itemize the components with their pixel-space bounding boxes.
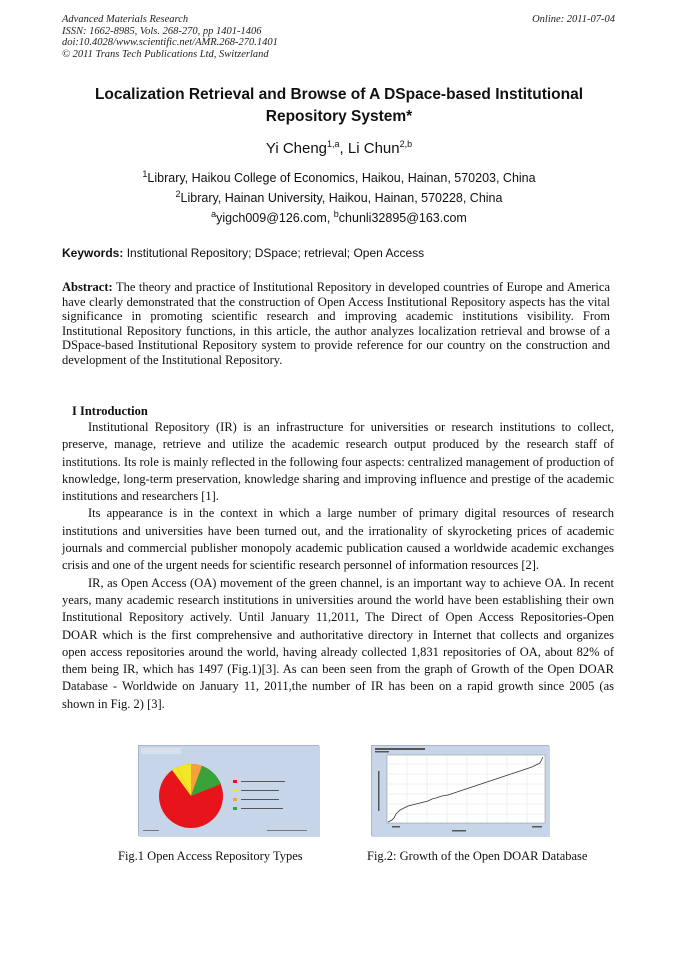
figure-2-caption: Fig.2: Growth of the Open DOAR Database — [367, 849, 588, 863]
affiliation-superscript: 2 — [175, 189, 181, 199]
email-a[interactable]: yigch009@126.com, — [216, 211, 334, 226]
abstract-text: The theory and practice of Institutional Repository in developed countries of Europe and America have clearly demonstrated that the construction of Open Access Institutional Repository aspects has the vital significance in promoting scientific research and improving academic institutions visibility. From Institutional Repository functions, in this article, the author analyzes localization retrieval and browse of a DSpace-based Institutional Repository system to provide reference for our country on the construction and development of the Institutional Repository. — [62, 280, 610, 367]
paragraph: Its appearance is in the context in which a large number of primary digital resources of research institutions and universities have been turned out, and the irrationality of skyrocketing prices of academic journals and commercial publisher monopoly academic publication caused a worldwide academic exchanges crisis and one of the urgent needs for scientific research personnel of information resources [2]. — [62, 506, 614, 573]
email-superscript: a — [211, 209, 217, 219]
abstract — [62, 280, 610, 368]
author-emails — [62, 206, 616, 226]
figure-1-caption: Fig.1 Open Access Repository Types — [118, 849, 303, 863]
author-superscript: 1,a — [327, 139, 340, 149]
pie-chart-graphic — [139, 746, 320, 837]
keywords-label: Keywords: — [62, 246, 124, 260]
figure-2-image — [371, 745, 549, 836]
author-name: Yi Cheng — [265, 140, 328, 157]
affiliation-1 — [62, 166, 616, 186]
affiliation-superscript: 1 — [142, 169, 148, 179]
online-date: Online: 2011-07-04 — [532, 14, 615, 25]
title-line-1: Localization Retrieval and Browse of A DSpace-based Institutional — [94, 86, 584, 103]
paragraph: IR, as Open Access (OA) movement of the green channel, is an important way to achieve OA. In recent years, many academic research institutions in universities around the world have been establishing their own Institutional Repository actively. Until January 11,2011, The Direct of Open Access Repositories-Open DOAR which is the first comprehensive and authoritative directory in Internet that collects and organizes open access repositories around the world, having already collected 1,831 repositories of OA, about 82% of them being IR, which has 1497 (Fig.1)[3]. As can been seen from the graph of Growth of the Open DOAR Database - Worldwide on January 11, 2011,the number of IR has been on a rapid growth since 2005 (as shown in Fig. 2) [3]. — [62, 575, 614, 711]
section-heading: I Introduction — [72, 404, 148, 418]
email-b[interactable]: chunli32895@163.com — [338, 211, 467, 226]
title-line-2: Repository System* — [265, 108, 413, 125]
introduction-body — [62, 419, 614, 713]
growth-chart-graphic — [372, 746, 550, 837]
figure-1-image — [138, 745, 319, 836]
affiliation-2 — [62, 186, 616, 206]
keywords-text: Institutional Repository; DSpace; retrieval; Open Access — [123, 246, 425, 260]
keywords — [62, 245, 616, 261]
paragraph: Institutional Repository (IR) is an infrastructure for universities or research institutions to collect, preserve, manage, retrieve and utilize the academic research output produced by the research staff of institutions. Its role is mainly reflected in the following four aspects: centralized management of production of knowledge, long-term preservation, knowledge sharing and improving influence and prestige of the academic institutions and researchers [1]. — [62, 420, 614, 504]
author-list — [62, 134, 616, 159]
paper-title — [62, 84, 616, 128]
journal-header — [62, 14, 442, 60]
author-name: Li Chun — [347, 140, 400, 157]
author-separator: , — [339, 140, 348, 157]
journal-name: Advanced Materials Research — [62, 14, 189, 25]
affiliation-text: Library, Hainan University, Haikou, Hainan, 570228, China — [180, 191, 503, 206]
affiliation-text: Library, Haikou College of Economics, Haikou, Hainan, 570203, China — [147, 171, 536, 186]
email-superscript: b — [333, 209, 339, 219]
abstract-label: Abstract: — [62, 280, 113, 294]
copyright-line: © 2011 Trans Tech Publications Ltd, Switzerland — [62, 48, 269, 60]
doi-line[interactable]: doi:10.4028/www.scientific.net/AMR.268-270.1401 — [62, 37, 278, 48]
issn-line: ISSN: 1662-8985, Vols. 268-270, pp 1401-1406 — [62, 25, 262, 37]
author-superscript: 2,b — [399, 139, 413, 149]
